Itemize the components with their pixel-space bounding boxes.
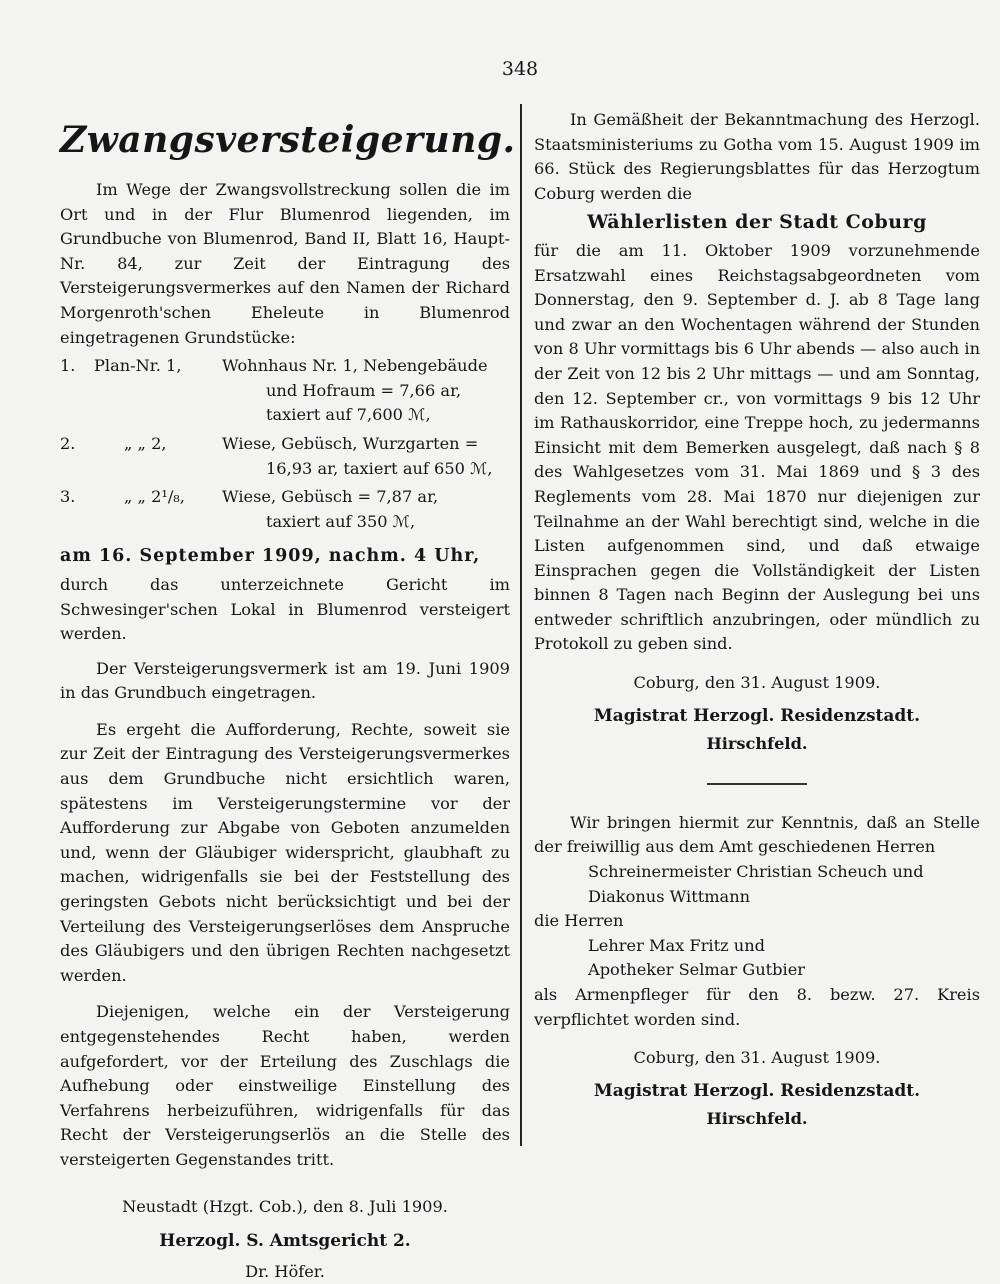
notice2-person: Apotheker Selmar Gutbier	[588, 960, 806, 980]
auction-place: durch das unterzeichnete Gericht im Schwesinger'schen Lokal in Blumenrod versteigert werden.	[60, 574, 510, 644]
paragraph-diejenigen: Diejenigen, welche ein der Versteigerung entgegenstehendes Recht haben, werden aufgefordert, vor der Erteilung des Zuschlags die Aufhebung oder einstweilige Einstellung des Verfahrens herbeizuführen, widrigenfalls für das Recht der Versteigerungserlös an die Stelle des versteigerten Gegenstandes tritt.	[60, 1002, 510, 1169]
authority: Magistrat Herzogl. Residenzstadt.	[593, 1080, 921, 1101]
auction-date: am 16. September 1909, nachm. 4 Uhr,	[60, 546, 481, 567]
property-list	[60, 354, 510, 534]
authority: Herzogl. S. Amtsgericht 2.	[159, 1231, 411, 1252]
signer: Hirschfeld.	[706, 1109, 808, 1129]
paragraph-vermerk: Der Versteigerungsvermerk ist am 19. Juni 1909 in das Grundbuch eingetragen.	[60, 658, 510, 703]
notice2-person: Lehrer Max Fritz und	[588, 935, 765, 955]
place-date: Neustadt (Hzgt. Cob.), den 8. Juli 1909.	[122, 1196, 448, 1216]
place-date: Coburg, den 31. August 1909.	[633, 1048, 881, 1068]
notice-intro: Im Wege der Zwangsvollstreckung sollen die im Ort und in der Flur Blumenrod liegenden, im Grundbuche von Blumenrod, Band II, Blatt 16, Haupt-Nr. 84, zur Zeit der Eintragung des Versteigerungsvermerkes auf den Namen der Richard Morgenroth'schen Eheleute in Blumenrod eingetragenen Grundstücke:	[60, 180, 510, 347]
notice2-die-herren: die Herren	[534, 911, 624, 931]
paragraph-aufforderung: Es ergeht die Aufforderung, Rechte, soweit sie zur Zeit der Eintragung des Versteigerungsvermerkes aus dem Grundbuche nicht ersichtlich waren, spätestens im Versteigerungstermine vor der Aufforderung zur Abgabe von Geboten anzumelden und, wenn der Gläubiger widerspricht, glaubhaft zu machen, widrigenfalls sie bei der Feststellung des geringsten Gebots nicht berücksichtigt und bei der Verteilung des Versteigerungserlöses dem Anspruche des Gläubigers und den übrigen Rechten nachgesetzt werden.	[60, 719, 510, 985]
right-column	[534, 108, 980, 1132]
notice2-closing: als Armenpfleger für den 8. bezw. 27. Kreis verpflichtet worden sind.	[534, 985, 980, 1029]
left-column	[60, 108, 516, 1284]
section-rule	[707, 783, 807, 785]
notice-title: Zwangsversteigerung.	[60, 119, 516, 161]
property-item: 3. „ „ 2¹/₈, Wiese, Gebüsch = 7,87 ar, taxiert auf 350 ℳ,	[60, 487, 439, 531]
property-item: 2. „ „ 2, Wiese, Gebüsch, Wurzgarten = 16,93 ar, taxiert auf 650 ℳ,	[60, 433, 493, 478]
signer: Hirschfeld.	[706, 734, 808, 754]
page-number: 348	[501, 58, 539, 80]
notice2-intro: Wir bringen hiermit zur Kenntnis, daß an Stelle der freiwillig aus dem Amt geschiedenen Herren	[534, 812, 980, 857]
notice2-person: Schreinermeister Christian Scheuch und	[588, 862, 924, 882]
election-body: für die am 11. Oktober 1909 vorzunehmende Ersatzwahl eines Reichstagsabgeordneten vom Donnerstag, den 9. September d. J. ab 8 Tage lang und zwar an den Wochentagen während der Stunden von 8 Uhr vormittags bis 6 Uhr abends — also auch in der Zeit von 12 bis 2 Uhr mittags — und am Sonntag, den 12. September cr., von vormittags 9 bis 12 Uhr im Rathauskorridor, eine Treppe hoch, zu jedermanns Einsicht mit dem Bemerken ausgelegt, daß nach § 8 des Wahlgesetzes vom 31. Mai 1869 und § 3 des Reglements vom 28. Mai 1870 nur diejenigen zur Teilnahme an der Wahl berechtigt sind, welche in die Listen aufgenommen sind, und daß etwaige Einsprachen gegen die Vollständigkeit der Listen binnen 8 Tagen nach Beginn der Auslegung bei uns entweder schriftlich anzubringen, oder mündlich zu Protokoll zu geben sind.	[534, 240, 980, 654]
election-intro: In Gemäßheit der Bekanntmachung des Herzogl. Staatsministeriums zu Gotha vom 15. August 1909 im 66. Stück des Regierungsblattes für das Herzogtum Coburg werden die	[534, 110, 980, 203]
place-date: Coburg, den 31. August 1909.	[633, 673, 881, 693]
signer: Dr. Höfer.	[245, 1261, 325, 1281]
property-item: 1. Plan-Nr. 1, Wohnhaus Nr. 1, Nebengebäude und Hofraum = 7,66 ar, taxiert auf 7,600 ℳ,	[60, 356, 488, 425]
authority: Magistrat Herzogl. Residenzstadt.	[593, 705, 921, 726]
notice2-person: Diakonus Wittmann	[588, 886, 751, 906]
election-heading: Wählerlisten der Stadt Coburg	[587, 211, 927, 234]
column-divider	[520, 104, 522, 1146]
